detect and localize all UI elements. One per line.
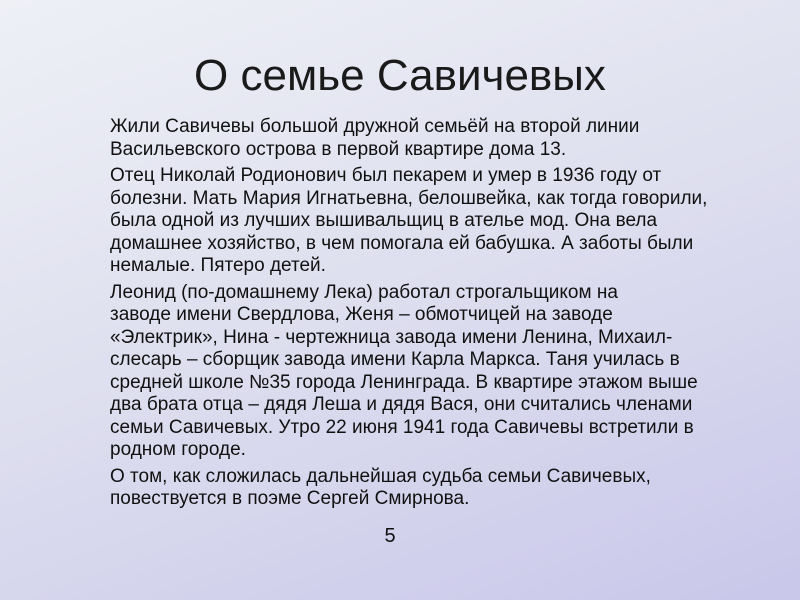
page-number: 5	[384, 525, 396, 547]
text-line: два брата отца – дядя Леша и дядя Вася, они считались членами	[110, 394, 693, 415]
text-line: болезни. Мать Мария Игнатьевна, белошвейка, как тогда говорили,	[110, 187, 708, 209]
text-line: «Электрик», Нина - чертежница завода имени Ленина, Михаил-	[110, 326, 673, 348]
text-line: повествуется в поэме Сергей Смирнова.	[110, 488, 470, 509]
text-line: Отец Николай Родионович был пекарем и умер в 1936 году от	[110, 165, 662, 186]
text-line: заводе имени Свердлова, Женя – обмотчицей на заводе	[110, 304, 613, 325]
slide-title: О семье Савичевых	[194, 51, 606, 100]
text-line: средней школе №35 города Ленинграда. В квартире этажом выше	[110, 371, 698, 393]
slide-body	[72, 116, 772, 515]
paragraph-3	[72, 282, 772, 462]
text-line: семьи Савичевых. Утро 22 июня 1941 года Савичевы встретили в	[110, 416, 694, 438]
paragraph-4	[72, 466, 772, 511]
text-line: Васильевского острова в первой квартире дома 13.	[110, 138, 567, 160]
paragraph-2	[72, 165, 772, 278]
paragraph-1	[72, 116, 772, 161]
text-line: Жили Савичевы большой дружной семьёй на второй линии	[110, 116, 640, 137]
text-line: была одной из лучших вышивальщиц в ателье мод. Она вела	[110, 210, 658, 231]
text-line: Леонид (по-домашнему Лека) работал строгальщиком на	[110, 281, 618, 303]
text-line: О том, как сложилась дальнейшая судьба семьи Савичевых,	[110, 465, 651, 487]
text-line: немалые. Пятеро детей.	[110, 255, 326, 276]
text-line: родном городе.	[110, 439, 246, 460]
text-line: слесарь – сборщик завода имени Карла Маркса. Таня училась в	[110, 349, 680, 370]
text-line: домашнее хозяйство, в чем помогала ей бабушка. А заботы были	[110, 232, 694, 254]
